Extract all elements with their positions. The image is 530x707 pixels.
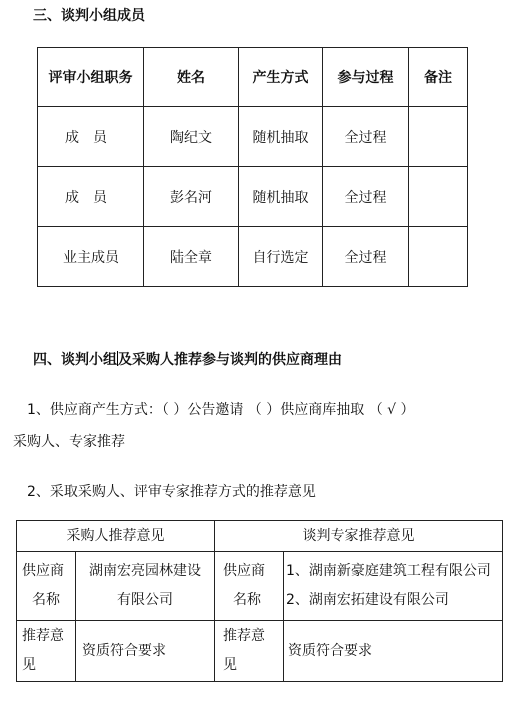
header-role: 评审小组职务: [38, 48, 144, 107]
table-header-row: [38, 48, 468, 107]
cell-name: 陶纪文: [144, 107, 239, 167]
expert-supplier-item: 1、湖南新豪庭建筑工程有限公司: [286, 563, 491, 579]
recommendation-table: [16, 520, 503, 682]
cell-process: 全过程: [323, 107, 409, 167]
header-name: 姓名: [144, 48, 239, 107]
supplier-name-label: 供应商 名称: [17, 552, 76, 621]
recommendation-title: 2、采取采购人、评审专家推荐方式的推荐意见: [27, 484, 316, 500]
expert-suppliers: [284, 552, 503, 621]
purchaser-opinion: 资质符合要求: [76, 621, 215, 682]
cell-name: 陆全章: [144, 227, 239, 287]
cell-process: 全过程: [323, 227, 409, 287]
cell-role: 成 员: [38, 107, 144, 167]
cell-remarks: [409, 227, 468, 287]
purchaser-header: 采购人推荐意见: [17, 521, 215, 552]
opinion-label: 推荐意 见: [17, 621, 76, 682]
purchaser-supplier: 湖南宏亮园林建设 有限公司: [76, 552, 215, 621]
table-row: [17, 621, 503, 682]
cell-name: 彭名河: [144, 167, 239, 227]
table-row: [38, 167, 468, 227]
supplier-method-line: 1、供应商产生方式：（ ）公告邀请 （ ）供应商库抽取 （ √ ）: [27, 402, 415, 418]
expert-opinion: 资质符合要求: [284, 621, 503, 682]
expert-header: 谈判专家推荐意见: [215, 521, 503, 552]
header-process: 参与过程: [323, 48, 409, 107]
cell-method: 自行选定: [239, 227, 323, 287]
cell-remarks: [409, 107, 468, 167]
opinion-label: 推荐意 见: [215, 621, 284, 682]
expert-supplier-item: 2、湖南宏拓建设有限公司: [286, 592, 449, 608]
table-row: [38, 107, 468, 167]
header-remarks: 备注: [409, 48, 468, 107]
section-4-heading-part1: 四、谈判小组: [33, 352, 117, 368]
header-method: 产生方式: [239, 48, 323, 107]
cell-role: 业主成员: [38, 227, 144, 287]
supplier-method-line-cont: 采购人、专家推荐: [13, 434, 125, 450]
cell-method: 随机抽取: [239, 167, 323, 227]
section-4-heading-part2: 及采购人推荐参与谈判的供应商理由: [118, 352, 342, 368]
section-4-heading: [33, 349, 342, 369]
table-row: [17, 552, 503, 621]
cell-role: 成 员: [38, 167, 144, 227]
table-header-row: [17, 521, 503, 552]
cell-method: 随机抽取: [239, 107, 323, 167]
negotiation-team-table: [37, 47, 468, 287]
cell-remarks: [409, 167, 468, 227]
supplier-name-label: 供应商 名称: [215, 552, 284, 621]
table-row: [38, 227, 468, 287]
cell-process: 全过程: [323, 167, 409, 227]
section-3-heading: 三、谈判小组成员: [33, 8, 145, 24]
